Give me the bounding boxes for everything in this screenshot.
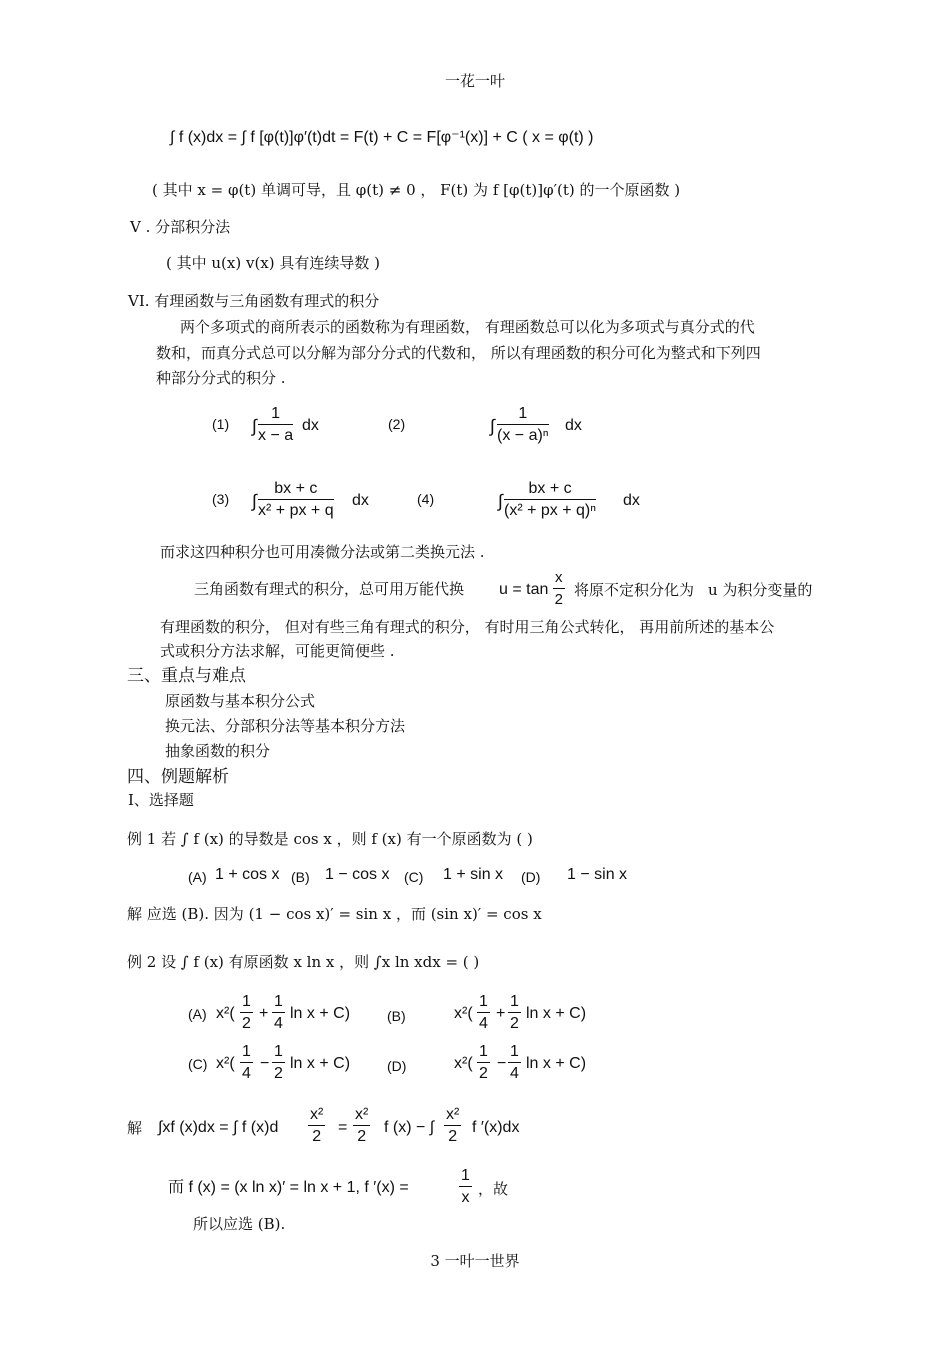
example-1-option-c-label: (C) bbox=[404, 869, 424, 885]
numerator: bx + c bbox=[258, 480, 334, 500]
denominator: (x² + px + q)ⁿ bbox=[504, 502, 597, 519]
item-2-fraction bbox=[497, 405, 549, 445]
x-squared-prefix: x²( bbox=[454, 1005, 473, 1022]
integral-sign: ∫ bbox=[498, 491, 503, 511]
denominator: 2 bbox=[479, 1065, 488, 1082]
example-1-option-a-label: (A) bbox=[188, 869, 207, 885]
trig-text-b: 将原不定积分化为 bbox=[574, 581, 695, 599]
denominator: 4 bbox=[242, 1065, 251, 1082]
example-2-option-c-label: (C) bbox=[188, 1056, 208, 1072]
solution-part-b: f (x) − ∫ bbox=[384, 1119, 435, 1136]
trig-u-tan: u = tan bbox=[499, 581, 549, 598]
numerator: 1 bbox=[240, 993, 253, 1013]
option-a-tail: ln x + C) bbox=[290, 1005, 351, 1022]
solution-part-a: ∫xf (x)dx = ∫ f (x)d bbox=[158, 1119, 279, 1136]
denominator: x² + px + q bbox=[258, 502, 334, 519]
item-1-fraction bbox=[258, 405, 293, 445]
then-part-b: ，故 bbox=[478, 1180, 509, 1198]
example-1-option-d-label: (D) bbox=[521, 869, 541, 885]
example-1-option-b: 1 − cos x bbox=[325, 866, 390, 883]
trig-text-c: u 为积分变量的 bbox=[708, 581, 813, 599]
example-2-solution-label: 解 bbox=[127, 1119, 143, 1137]
section-vi-title: VI. 有理函数与三角函数有理式的积分 bbox=[128, 292, 380, 310]
numerator: 1 bbox=[497, 405, 549, 425]
item-4-label: (4) bbox=[417, 491, 435, 507]
denominator: x − a bbox=[258, 427, 294, 444]
option-d-fraction-1 bbox=[477, 1043, 490, 1083]
item-4-fraction bbox=[504, 480, 596, 520]
trig-text-line2: 有理函数的积分， 但对有些三角有理式的积分， 有时用三角公式转化， 再用前所述的基本公 bbox=[160, 618, 775, 636]
x-squared-prefix: x²( bbox=[216, 1005, 235, 1022]
minus-sign: − bbox=[497, 1055, 507, 1072]
trig-text-a: 三角函数有理式的积分，总可用万能代换 bbox=[194, 580, 465, 598]
then-part-a: 而 f (x) = (x ln x)′ = ln x + 1, f ′(x) = bbox=[168, 1179, 409, 1196]
item-3-tail: dx bbox=[352, 492, 369, 509]
example-2-stem: 例 2 设 ∫ f (x) 有原函数 x ln x ，则 ∫x ln xdx = ( ) bbox=[127, 953, 480, 971]
after-items-text: 而求这四种积分也可用凑微分法或第二类换元法 . bbox=[160, 543, 485, 561]
numerator: bx + c bbox=[504, 480, 596, 500]
numerator: x² bbox=[353, 1106, 370, 1126]
item-2-tail: dx bbox=[565, 417, 582, 434]
section-v-title: V . 分部积分法 bbox=[130, 218, 231, 236]
section-v-note: ( 其中 u(x) v(x) 具有连续导数 ) bbox=[166, 254, 381, 272]
solution-fraction-3 bbox=[444, 1106, 461, 1146]
integral-sign: ∫ bbox=[252, 416, 257, 436]
section-3-item-3: 抽象函数的积分 bbox=[165, 742, 271, 760]
then-fraction bbox=[459, 1167, 472, 1207]
item-3-label: (3) bbox=[212, 491, 230, 507]
numerator: 1 bbox=[258, 405, 293, 425]
item-3-fraction bbox=[258, 480, 334, 520]
example-1-solution: 解 应选 (B). 因为 (1 − cos x)′ = sin x ，而 (sin x)′ = cos x bbox=[127, 905, 542, 923]
solution-fraction-2 bbox=[353, 1106, 370, 1146]
minus-sign: − bbox=[260, 1055, 270, 1072]
numerator: x bbox=[553, 569, 565, 589]
trig-fraction bbox=[553, 569, 565, 609]
section-3-item-1: 原函数与基本积分公式 bbox=[165, 692, 316, 710]
section-vi-para2: 数和，而真分式总可以分解为部分分式的代数和， 所以有理函数的积分可化为整式和下列四 bbox=[156, 344, 761, 362]
numerator: 1 bbox=[272, 993, 285, 1013]
equals-sign: = bbox=[338, 1119, 348, 1136]
example-2-option-a-label: (A) bbox=[188, 1006, 207, 1022]
denominator: 2 bbox=[242, 1015, 251, 1032]
numerator: 1 bbox=[508, 1043, 521, 1063]
solution-part-c: f ′(x)dx bbox=[472, 1119, 520, 1136]
page-footer: 3 一叶一世界 bbox=[430, 1252, 520, 1270]
option-c-tail: ln x + C) bbox=[290, 1055, 351, 1072]
example-1-option-b-label: (B) bbox=[291, 869, 310, 885]
denominator: x bbox=[461, 1189, 470, 1206]
denominator: 2 bbox=[357, 1128, 367, 1145]
denominator: 2 bbox=[510, 1015, 519, 1032]
option-c-fraction-2 bbox=[272, 1043, 285, 1083]
denominator: 4 bbox=[274, 1015, 283, 1032]
numerator: x² bbox=[444, 1106, 461, 1126]
integral-sign: ∫ bbox=[490, 416, 495, 436]
option-a-fraction-1 bbox=[240, 993, 253, 1033]
denominator: 2 bbox=[312, 1128, 322, 1145]
substitution-note: ( 其中 x = φ(t) 单调可导，且 φ(t) ≠ 0 ， F(t) 为 f [φ(t)]φ′(t) 的一个原函数 ) bbox=[152, 181, 681, 199]
section-4-title: 四、例题解析 bbox=[127, 767, 229, 787]
plus-sign: + bbox=[496, 1005, 506, 1022]
denominator: 2 bbox=[448, 1128, 458, 1145]
denominator: 4 bbox=[479, 1015, 488, 1032]
example-2-option-b-label: (B) bbox=[387, 1008, 406, 1024]
example-2-option-d-label: (D) bbox=[387, 1058, 407, 1074]
item-1-tail: dx bbox=[302, 417, 319, 434]
denominator: (x − a)ⁿ bbox=[497, 427, 549, 444]
numerator: 1 bbox=[477, 993, 490, 1013]
option-b-tail: ln x + C) bbox=[526, 1005, 587, 1022]
example-1-stem: 例 1 若 ∫ f (x) 的导数是 cos x ，则 f (x) 有一个原函数为 ( ) bbox=[127, 830, 533, 848]
example-1-option-a: 1 + cos x bbox=[215, 866, 280, 883]
numerator: 1 bbox=[272, 1043, 285, 1063]
solution-fraction-1 bbox=[308, 1106, 325, 1146]
option-a-fraction-2 bbox=[272, 993, 285, 1033]
example-1-option-c: 1 + sin x bbox=[443, 866, 504, 883]
numerator: 1 bbox=[240, 1043, 253, 1063]
x-squared-prefix: x²( bbox=[216, 1055, 235, 1072]
denominator: 2 bbox=[274, 1065, 283, 1082]
denominator: 2 bbox=[554, 591, 563, 608]
numerator: 1 bbox=[477, 1043, 490, 1063]
example-1-option-d: 1 − sin x bbox=[567, 866, 628, 883]
option-d-tail: ln x + C) bbox=[526, 1055, 587, 1072]
section-3-item-2: 换元法、分部积分法等基本积分方法 bbox=[165, 717, 406, 735]
numerator: x² bbox=[308, 1106, 325, 1126]
substitution-formula: ∫ f (x)dx = ∫ f [φ(t)]φ′(t)dt = F(t) + C = F[φ⁻¹(x)] + C ( x = φ(t) ) bbox=[170, 129, 594, 146]
item-2-label: (2) bbox=[388, 416, 406, 432]
integral-sign: ∫ bbox=[252, 491, 257, 511]
numerator: 1 bbox=[508, 993, 521, 1013]
example-2-conclusion: 所以应选 (B). bbox=[193, 1215, 286, 1233]
option-b-fraction-2 bbox=[508, 993, 521, 1033]
numerator: 1 bbox=[459, 1167, 472, 1187]
section-4-subtitle: Ⅰ、选择题 bbox=[128, 791, 194, 809]
option-b-fraction-1 bbox=[477, 993, 490, 1033]
section-vi-para3: 种部分分式的积分 . bbox=[156, 369, 286, 387]
section-vi-para1: 两个多项式的商所表示的函数称为有理函数， 有理函数总可以化为多项式与真分式的代 bbox=[180, 318, 755, 336]
plus-sign: + bbox=[259, 1005, 269, 1022]
item-1-label: (1) bbox=[212, 416, 230, 432]
option-c-fraction-1 bbox=[240, 1043, 253, 1083]
trig-text-line3: 式或积分方法求解，可能更简便些 . bbox=[160, 642, 395, 660]
page-header: 一花一叶 bbox=[444, 72, 505, 90]
x-squared-prefix: x²( bbox=[454, 1055, 473, 1072]
item-4-tail: dx bbox=[623, 492, 640, 509]
section-3-title: 三、重点与难点 bbox=[127, 666, 246, 686]
option-d-fraction-2 bbox=[508, 1043, 521, 1083]
denominator: 4 bbox=[510, 1065, 519, 1082]
